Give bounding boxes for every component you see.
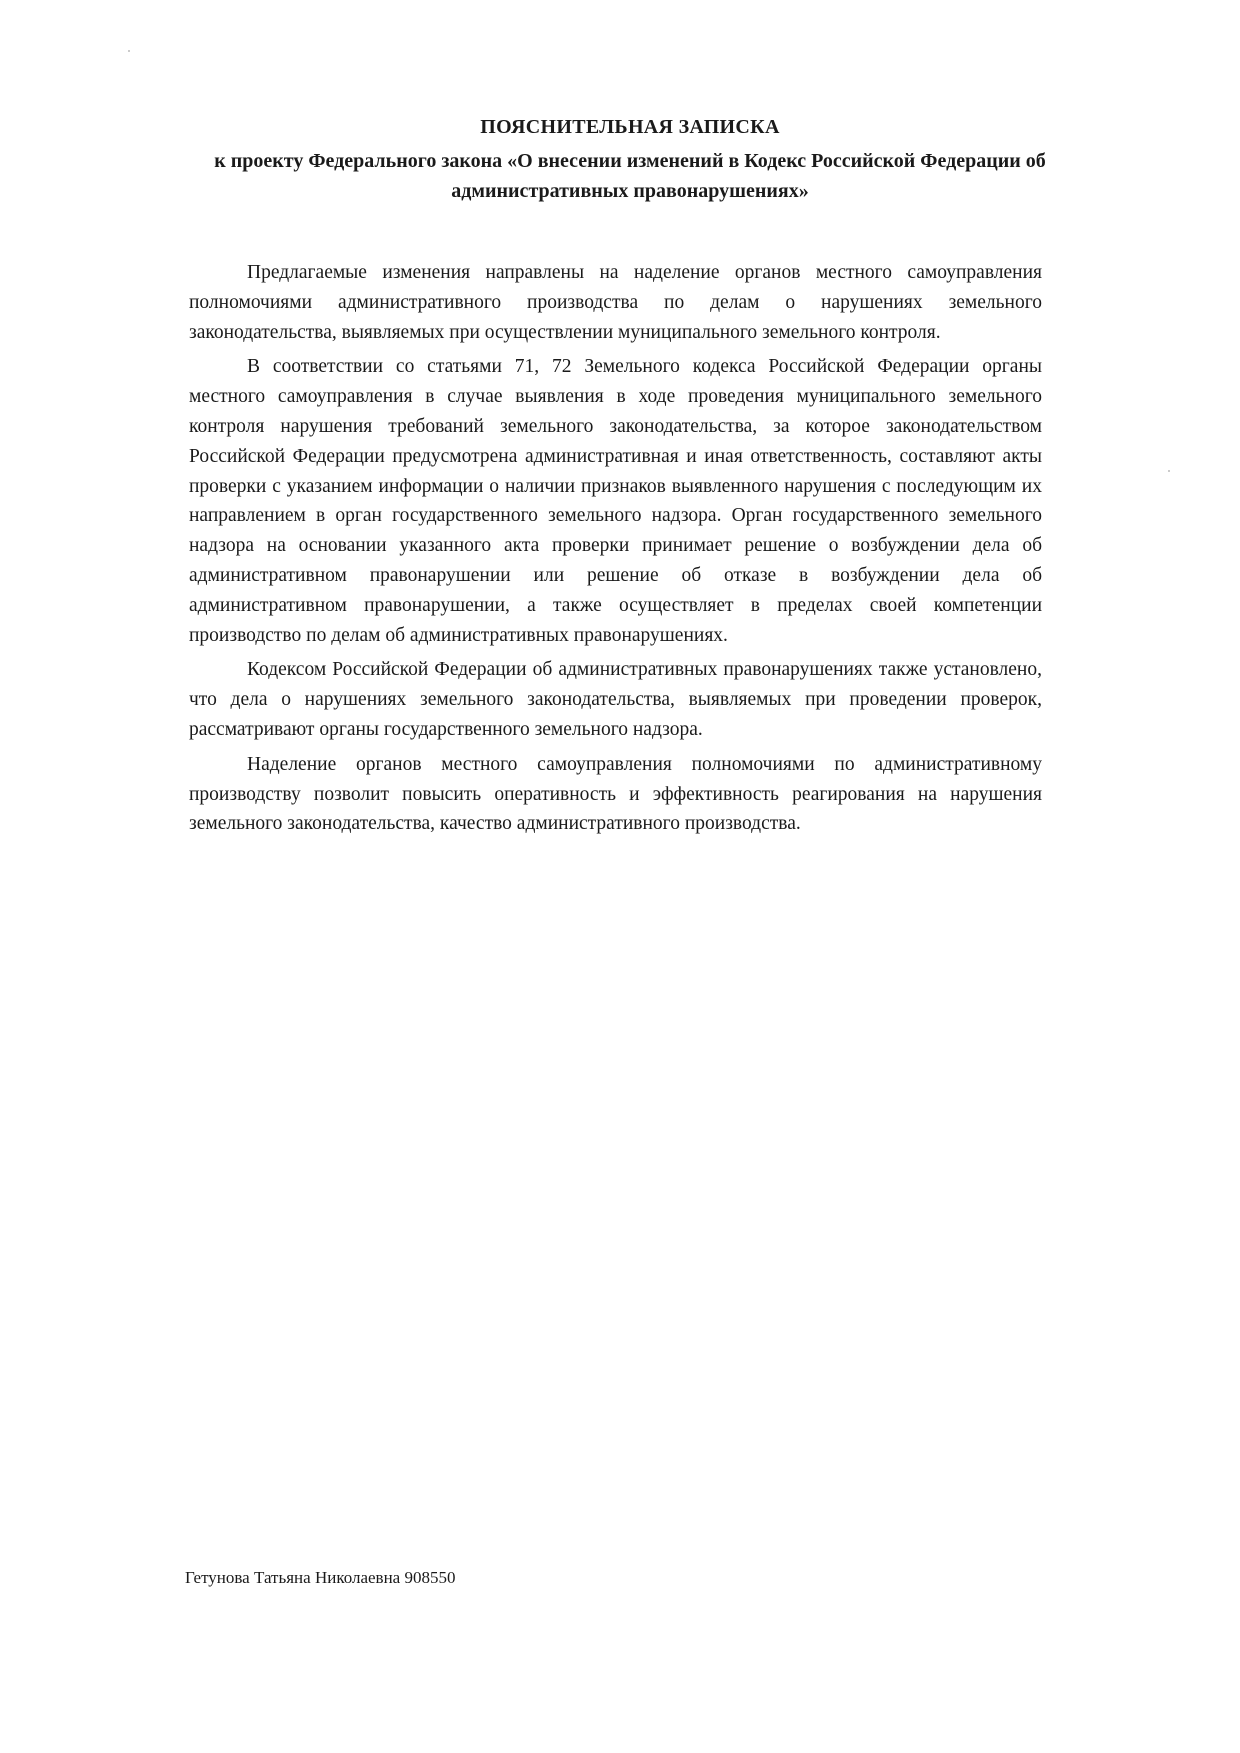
author-signature-line: Гетунова Татьяна Николаевна 908550 [185, 1568, 456, 1587]
document-body [189, 258, 1042, 844]
document-header [190, 112, 1070, 206]
paragraph: Кодексом Российской Федерации об административных правонарушениях также установлено, что дела о нарушениях земельного законодательства, выявляемых при проведении проверок, рассматривают органы государственного земельного надзора. [189, 659, 1042, 740]
paragraph: В соответствии со статьями 71, 72 Земельного кодекса Российской Федерации органы местного самоуправления в случае выявления в ходе проведения муниципального земельного контроля нарушения требований земельного законодательства, за которое законодательством Российской Федерации предусмотрена административная и иная ответственность, составляют акты проверки с указанием информации о наличии признаков выявленного нарушения с последующим их направлением в орган государственного земельного надзора. Орган государственного земельного надзора на основании указанного акта проверки принимает решение о возбуждении дела об административном правонарушении или решение об отказе в возбуждении дела об административном правонарушении, а также осуществляет в пределах своей компетенции производство по делам об административных правонарушениях. [189, 356, 1042, 646]
paragraph: Предлагаемые изменения направлены на наделение органов местного самоуправления полномочиями административного производства по делам о нарушениях земельного законодательства, выявляемых при осуществлении муниципального земельного контроля. [189, 262, 1042, 343]
scan-speck [128, 50, 130, 52]
document-title: ПОЯСНИТЕЛЬНАЯ ЗАПИСКА [480, 116, 780, 138]
paragraph: Наделение органов местного самоуправления полномочиями по административному производству позволит повысить оперативность и эффективность реагирования на нарушения земельного законодательства, качество административного производства. [189, 753, 1042, 835]
document-subtitle: к проекту Федерального закона «О внесении изменений в Кодекс Российской Федерации об административных правонарушениях» [214, 150, 1046, 202]
scan-speck [1168, 470, 1170, 472]
